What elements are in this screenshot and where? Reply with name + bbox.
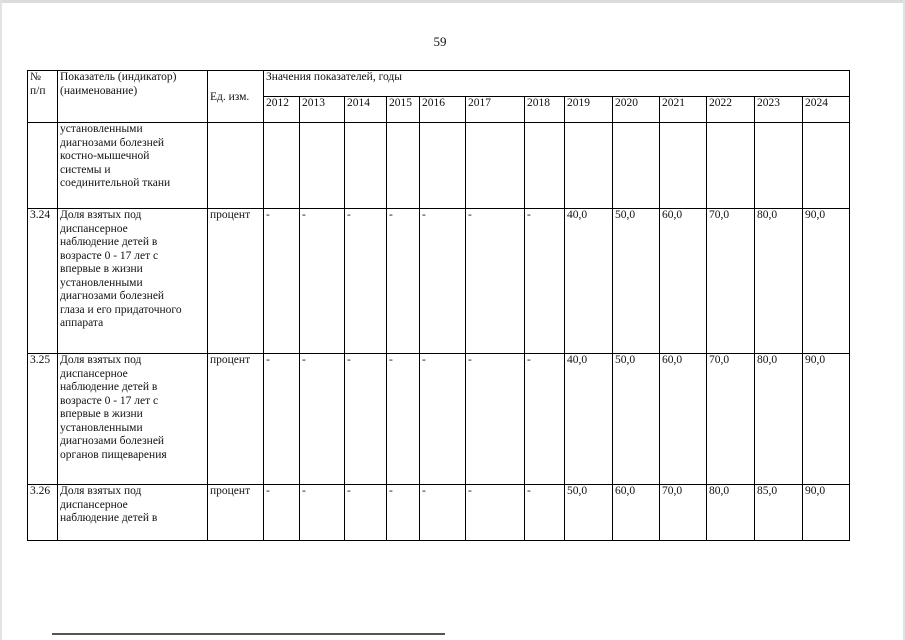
header-year-2012: 2012 — [264, 97, 300, 123]
value-cell-2013: - — [300, 485, 345, 541]
value-cell-2021: 70,0 — [660, 485, 707, 541]
indicator-name: Доля взятых под диспансерное наблюдение детей в — [58, 485, 208, 541]
header-num: № п/п — [28, 71, 58, 123]
value-cell-2019: 50,0 — [565, 485, 613, 541]
value-cell-2020 — [613, 123, 660, 209]
value-cell-2017 — [466, 123, 525, 209]
bottom-rule — [52, 633, 445, 635]
value-cell-2022: 70,0 — [707, 209, 755, 354]
value-cell-2019: 40,0 — [565, 209, 613, 354]
unit-cell: процент — [208, 354, 264, 485]
indicator-name: установленными диагнозами болезней костно-мышечной системы и соединительной ткани — [58, 123, 208, 209]
value-cell-2020: 50,0 — [613, 354, 660, 485]
value-cell-2024: 90,0 — [803, 354, 850, 485]
value-cell-2024 — [803, 123, 850, 209]
table-row — [28, 123, 850, 209]
value-cell-2014: - — [345, 354, 387, 485]
value-cell-2021: 60,0 — [660, 209, 707, 354]
value-cell-2014: - — [345, 209, 387, 354]
value-cell-2022 — [707, 123, 755, 209]
value-cell-2017: - — [466, 485, 525, 541]
value-cell-2013: - — [300, 209, 345, 354]
header-year-2018: 2018 — [525, 97, 565, 123]
value-cell-2015: - — [387, 354, 420, 485]
value-cell-2021: 60,0 — [660, 354, 707, 485]
header-row-1 — [28, 71, 850, 97]
header-year-2013: 2013 — [300, 97, 345, 123]
indicator-table — [27, 70, 850, 541]
value-cell-2015: - — [387, 485, 420, 541]
header-year-2024: 2024 — [803, 97, 850, 123]
value-cell-2019 — [565, 123, 613, 209]
value-cell-2024: 90,0 — [803, 209, 850, 354]
header-indicator: Показатель (индикатор) (наименование) — [58, 71, 208, 123]
value-cell-2017: - — [466, 354, 525, 485]
value-cell-2018: - — [525, 354, 565, 485]
value-cell-2024: 90,0 — [803, 485, 850, 541]
value-cell-2016: - — [420, 209, 466, 354]
value-cell-2020: 60,0 — [613, 485, 660, 541]
value-cell-2019: 40,0 — [565, 354, 613, 485]
header-year-2022: 2022 — [707, 97, 755, 123]
value-cell-2023 — [755, 123, 803, 209]
unit-cell: процент — [208, 209, 264, 354]
value-cell-2022: 70,0 — [707, 354, 755, 485]
row-number: 3.24 — [28, 209, 58, 354]
value-cell-2018: - — [525, 209, 565, 354]
header-values-group: Значения показателей, годы — [264, 71, 850, 97]
header-year-2016: 2016 — [420, 97, 466, 123]
indicator-name: Доля взятых под диспансерное наблюдение детей в возрасте 0 - 17 лет с впервые в жизни установленными диагнозами болезней органов пищеварения — [58, 354, 208, 485]
value-cell-2022: 80,0 — [707, 485, 755, 541]
table-row — [28, 485, 850, 541]
value-cell-2021 — [660, 123, 707, 209]
value-cell-2014 — [345, 123, 387, 209]
header-year-2021: 2021 — [660, 97, 707, 123]
table-row — [28, 209, 850, 354]
table-row — [28, 354, 850, 485]
header-unit: Ед. изм. — [208, 71, 264, 123]
page-edge-left — [0, 0, 2, 640]
page-number: 59 — [433, 34, 447, 49]
value-cell-2020: 50,0 — [613, 209, 660, 354]
row-number: 3.26 — [28, 485, 58, 541]
value-cell-2023: 85,0 — [755, 485, 803, 541]
value-cell-2014: - — [345, 485, 387, 541]
value-cell-2012: - — [264, 209, 300, 354]
page-edge-top — [0, 0, 905, 3]
header-year-2019: 2019 — [565, 97, 613, 123]
value-cell-2017: - — [466, 209, 525, 354]
header-year-2020: 2020 — [613, 97, 660, 123]
value-cell-2012: - — [264, 485, 300, 541]
value-cell-2016 — [420, 123, 466, 209]
value-cell-2018: - — [525, 485, 565, 541]
header-year-2017: 2017 — [466, 97, 525, 123]
unit-cell: процент — [208, 485, 264, 541]
value-cell-2012 — [264, 123, 300, 209]
unit-cell — [208, 123, 264, 209]
row-number — [28, 123, 58, 209]
header-year-2023: 2023 — [755, 97, 803, 123]
row-number: 3.25 — [28, 354, 58, 485]
value-cell-2013: - — [300, 354, 345, 485]
value-cell-2023: 80,0 — [755, 354, 803, 485]
value-cell-2013 — [300, 123, 345, 209]
value-cell-2023: 80,0 — [755, 209, 803, 354]
value-cell-2018 — [525, 123, 565, 209]
value-cell-2012: - — [264, 354, 300, 485]
header-year-2015: 2015 — [387, 97, 420, 123]
value-cell-2015: - — [387, 209, 420, 354]
value-cell-2015 — [387, 123, 420, 209]
header-year-2014: 2014 — [345, 97, 387, 123]
value-cell-2016: - — [420, 485, 466, 541]
indicator-name: Доля взятых под диспансерное наблюдение детей в возрасте 0 - 17 лет с впервые в жизни установленными диагнозами болезней глаза и его придаточного аппарата — [58, 209, 208, 354]
value-cell-2016: - — [420, 354, 466, 485]
